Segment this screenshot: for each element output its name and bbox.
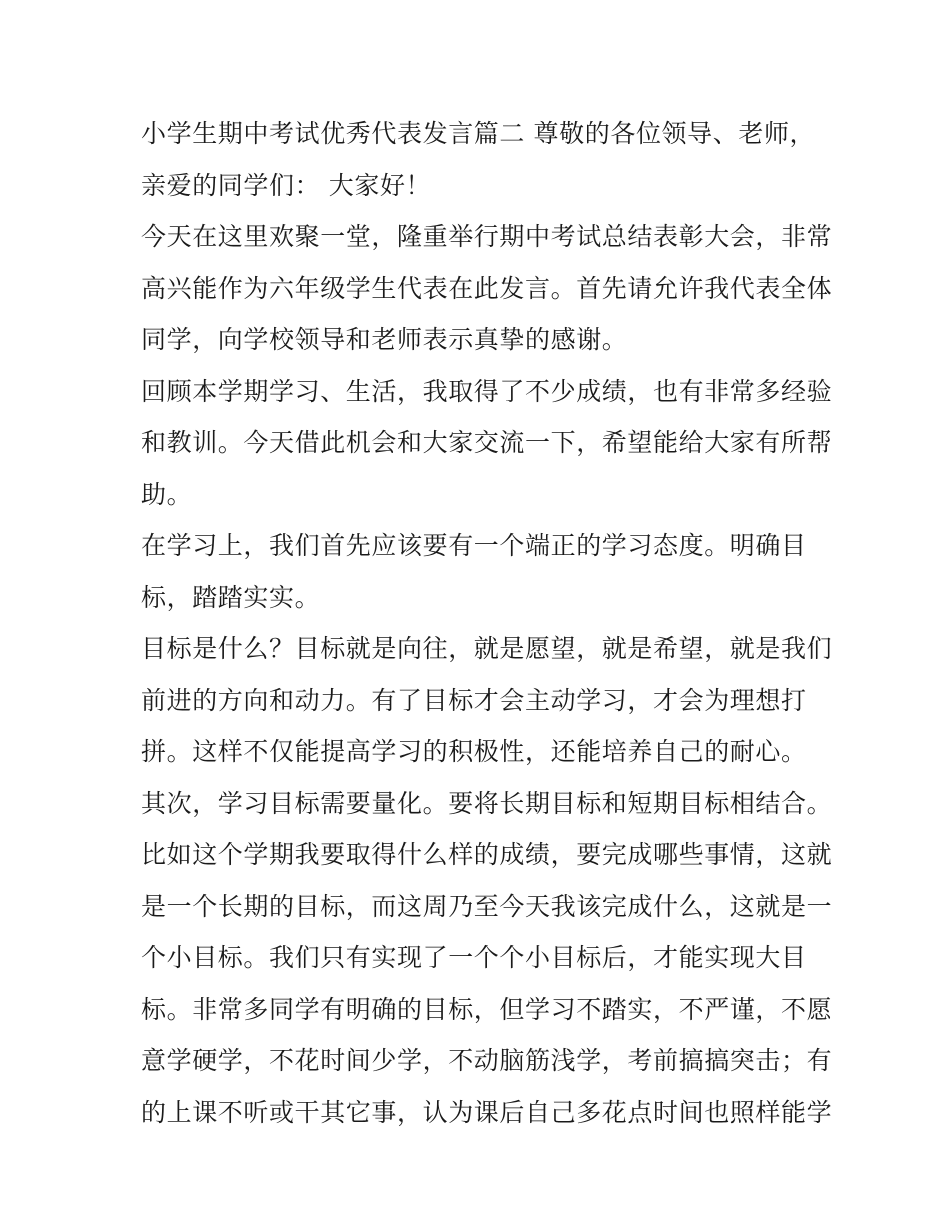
text-line: 比如这个学期我要取得什么样的成绩，要完成哪些事情，这就 <box>141 840 833 869</box>
text-line: 前进的方向和动力。有了目标才会主动学习，才会为理想打 <box>141 685 807 715</box>
text-line: 是一个长期的目标，而这周乃至今天我该完成什么，这就是一 <box>141 891 833 921</box>
text-line: 意学硬学，不花时间少学，不动脑筋浅学，考前搞搞突击；有 <box>141 1046 833 1075</box>
text-line: 同学，向学校领导和老师表示真挚的感谢。 <box>141 325 628 354</box>
text-line: 标，踏踏实实。 <box>141 582 321 612</box>
text-line: 高兴能作为六年级学生代表在此发言。首先请允许我代表全体 <box>141 273 833 303</box>
text-line: 回顾本学期学习、生活，我取得了不少成绩，也有非常多经验 <box>141 376 833 406</box>
text-line: 小学生期中考试优秀代表发言篇二 尊敬的各位领导、老师， <box>141 119 816 148</box>
body-text <box>141 108 833 1138</box>
text-line: 在学习上，我们首先应该要有一个端正的学习态度。明确目 <box>141 531 807 560</box>
text-line: 其次，学习目标需要量化。要将长期目标和短期目标相结合。 <box>141 788 833 818</box>
text-line: 助。 <box>141 479 193 509</box>
text-line: 个小目标。我们只有实现了一个个小目标后，才能实现大目 <box>141 943 807 972</box>
text-line: 今天在这里欢聚一堂，隆重举行期中考试总结表彰大会，非常 <box>141 222 833 251</box>
text-line: 亲爱的同学们： 大家好！ <box>141 170 432 200</box>
text-line: 标。非常多同学有明确的目标，但学习不踏实，不严谨，不愿 <box>141 994 833 1024</box>
text-line: 和教训。今天借此机会和大家交流一下，希望能给大家有所帮 <box>141 428 833 457</box>
text-line: 拼。这样不仅能提高学习的积极性，还能培养自己的耐心。 <box>141 737 807 766</box>
text-line: 目标是什么？目标就是向往，就是愿望，就是希望，就是我们 <box>141 634 833 663</box>
text-line: 的上课不听或干其它事，认为课后自己多花点时间也照样能学 <box>141 1097 833 1127</box>
